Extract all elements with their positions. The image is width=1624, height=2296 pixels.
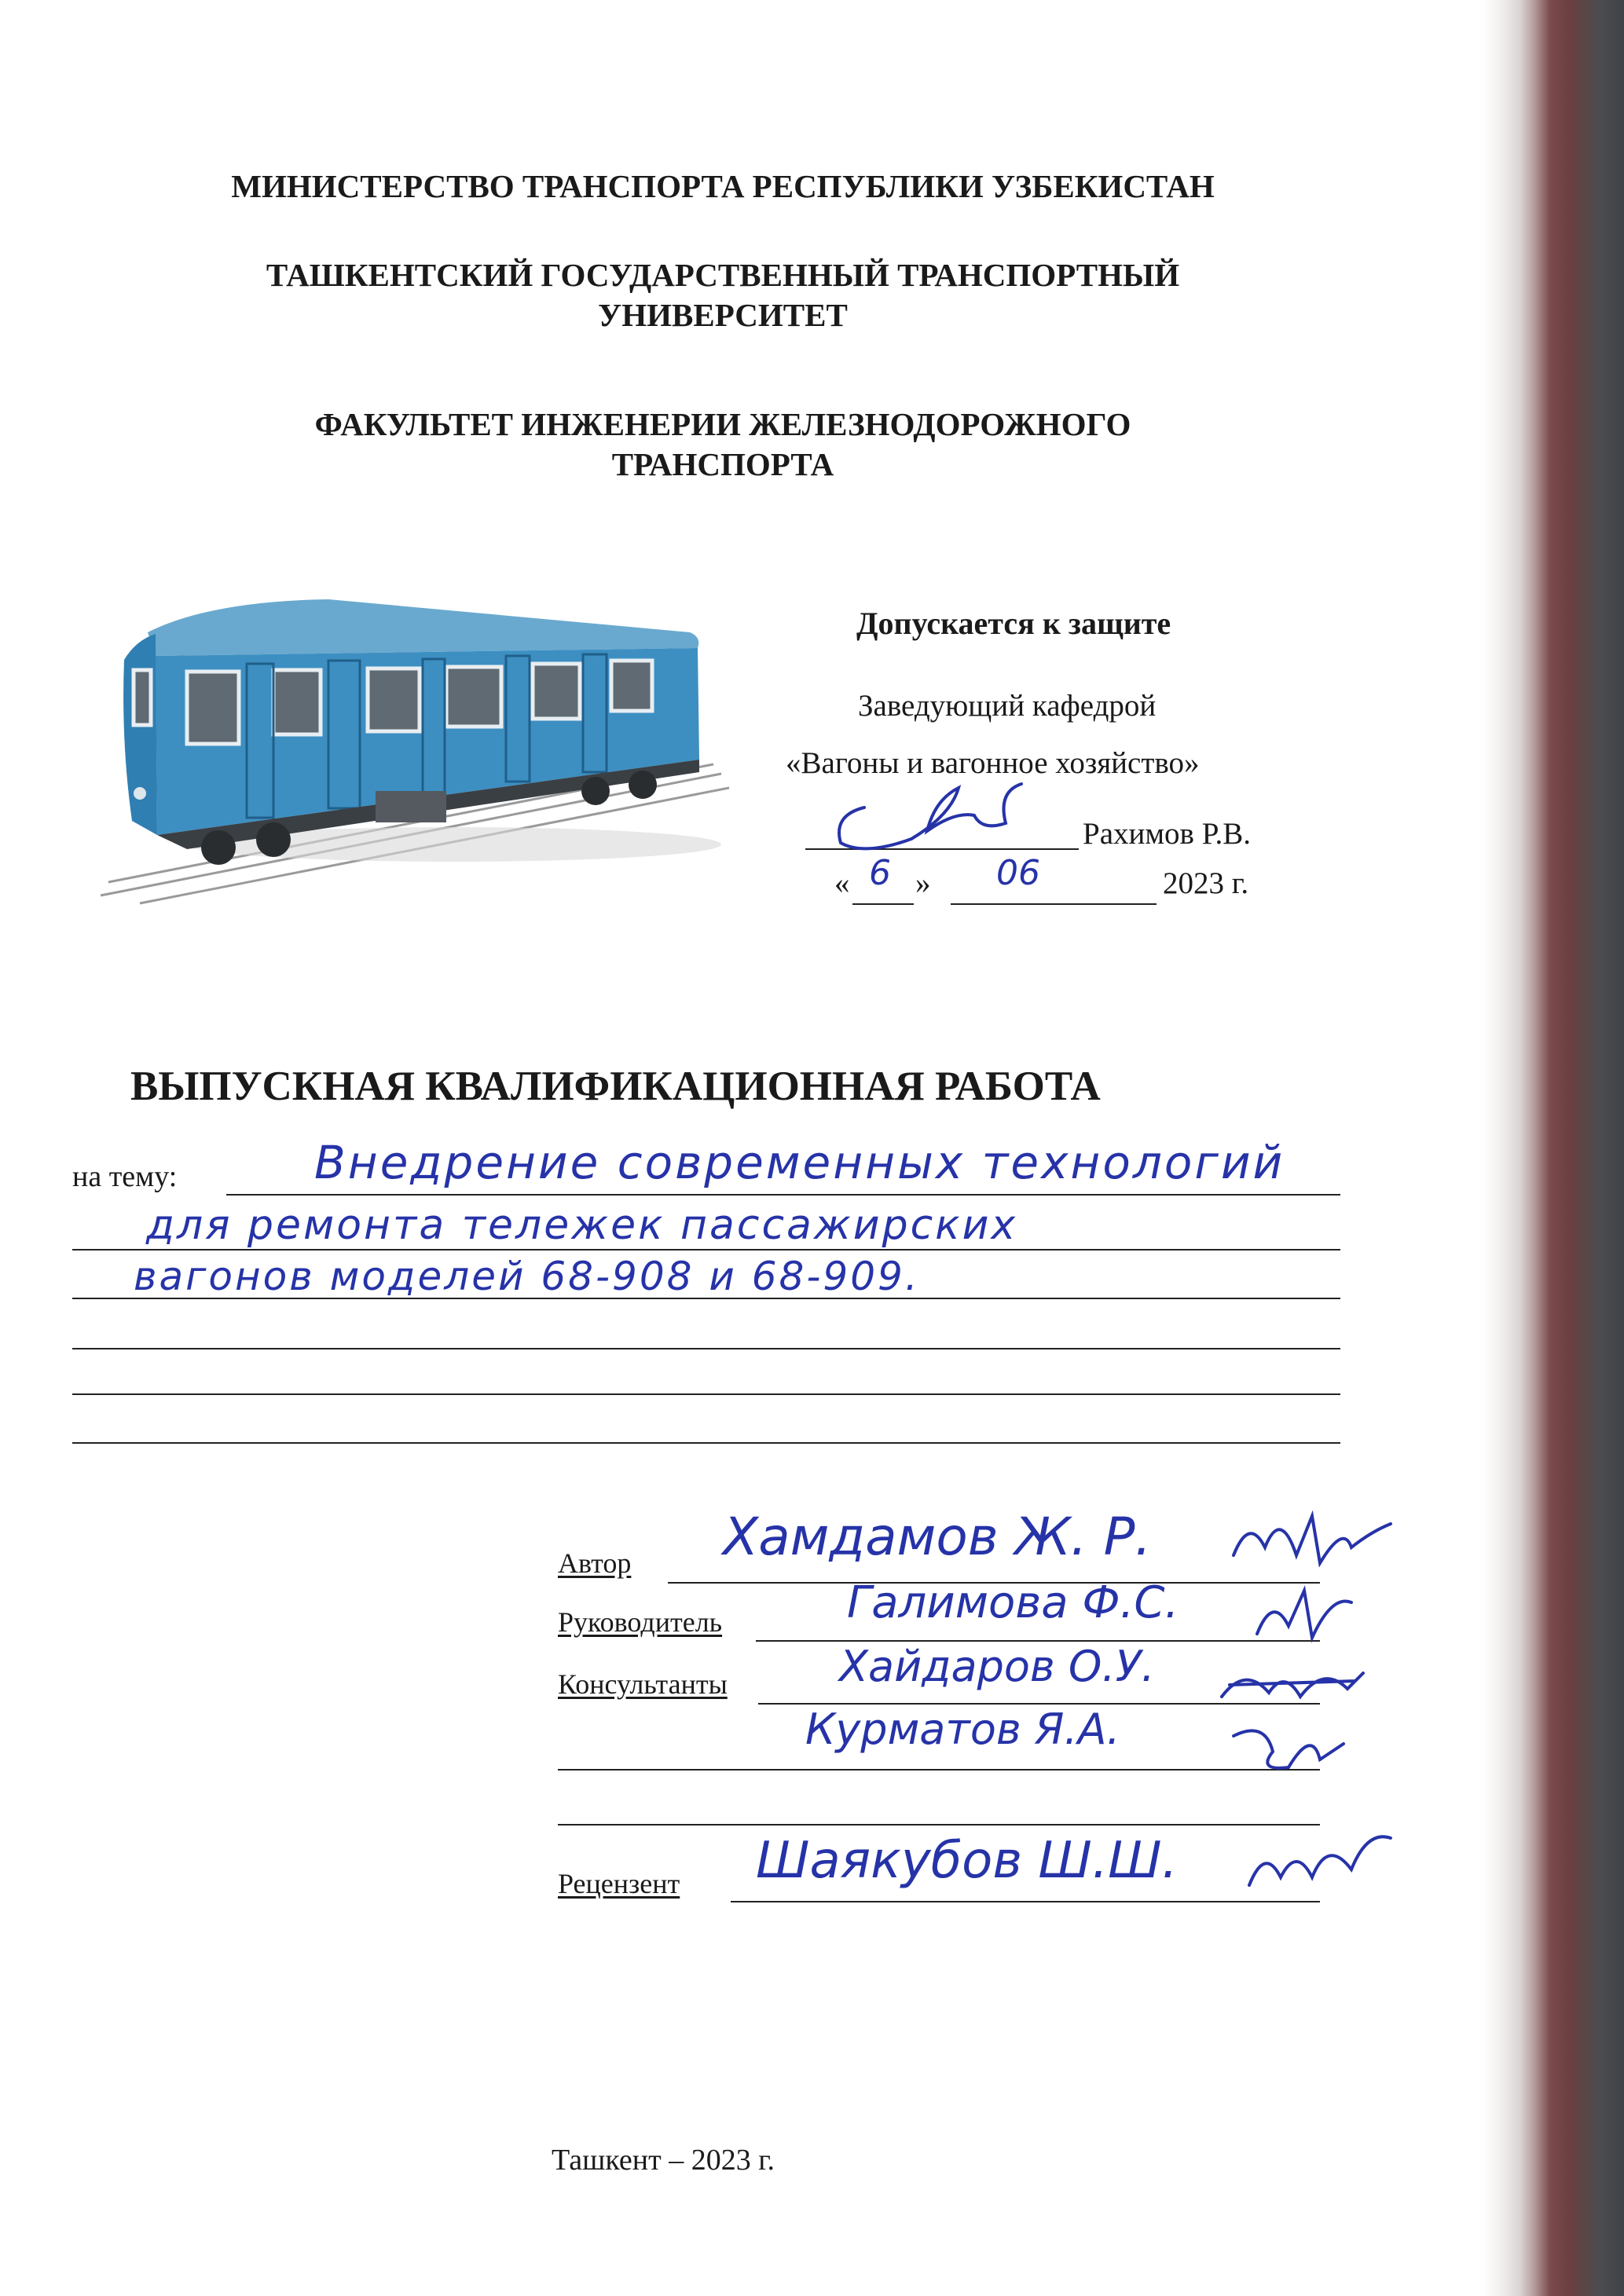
head-name: Рахимов Р.В. bbox=[1083, 817, 1252, 851]
topic-rule-5 bbox=[72, 1393, 1340, 1395]
consultants-label: Консультанты bbox=[558, 1668, 728, 1700]
topic-rule-6 bbox=[72, 1442, 1340, 1444]
reviewer-value: Шаякубов Ш.Ш. bbox=[756, 1832, 1178, 1890]
topic-label: на тему: bbox=[72, 1160, 178, 1193]
author-signature bbox=[1226, 1500, 1399, 1587]
consultant-1-signature bbox=[1214, 1650, 1371, 1720]
footer-city-year: Ташкент – 2023 г. bbox=[552, 2144, 775, 2177]
consultant-1-value: Хайдаров О.У. bbox=[839, 1642, 1155, 1691]
topic-rule-2 bbox=[72, 1249, 1340, 1251]
consultant-2-line bbox=[558, 1769, 1320, 1771]
university-title-line2: УНИВЕРСИТЕТ bbox=[598, 297, 848, 333]
topic-rule-4 bbox=[72, 1348, 1340, 1349]
date-year: 2023 г. bbox=[1163, 866, 1249, 900]
ministry-title: МИНИСТЕРСТВО ТРАНСПОРТА РЕСПУБЛИКИ УЗБЕКИСТАН bbox=[231, 168, 1215, 204]
head-signature bbox=[817, 768, 1053, 862]
reviewer-label: Рецензент bbox=[558, 1868, 680, 1899]
topic-line-2: для ремонта тележек пассажирских bbox=[146, 1202, 1018, 1249]
author-value: Хамдамов Ж. Р. bbox=[723, 1507, 1152, 1567]
date-month: 06 bbox=[996, 853, 1040, 893]
consultant-2-value: Курматов Я.А. bbox=[805, 1705, 1120, 1754]
faculty-title-line2: ТРАНСПОРТА bbox=[611, 446, 834, 482]
blank-line bbox=[558, 1824, 1320, 1825]
author-label: Автор bbox=[558, 1547, 632, 1579]
approval-title: Допускается к защите bbox=[856, 606, 1171, 641]
date-close-quote: » bbox=[915, 866, 931, 900]
consultant-2-signature bbox=[1218, 1712, 1359, 1783]
topic-rule-1 bbox=[226, 1194, 1340, 1196]
date-month-line bbox=[951, 903, 1157, 905]
date-open-quote: « bbox=[834, 866, 850, 900]
reviewer-signature bbox=[1241, 1822, 1399, 1909]
scan-binding-edge bbox=[1483, 0, 1624, 2296]
thesis-heading: ВЫПУСКНАЯ КВАЛИФИКАЦИОННАЯ РАБОТА bbox=[130, 1064, 1101, 1109]
topic-line-3: вагонов моделей 68-908 и 68-909. bbox=[134, 1254, 920, 1299]
university-title-line1: ТАШКЕНТСКИЙ ГОСУДАРСТВЕННЫЙ ТРАНСПОРТНЫЙ bbox=[266, 257, 1180, 293]
date-day-line bbox=[852, 903, 914, 905]
approval-department: «Вагоны и вагонное хозяйство» bbox=[786, 746, 1200, 780]
supervisor-label: Руководитель bbox=[558, 1606, 723, 1638]
approval-position: Заведующий кафедрой bbox=[858, 689, 1157, 723]
metro-wagon-illustration bbox=[93, 585, 737, 907]
supervisor-signature bbox=[1241, 1579, 1359, 1650]
topic-line-1: Внедрение современных технологий bbox=[314, 1136, 1285, 1189]
supervisor-value: Галимова Ф.С. bbox=[847, 1577, 1179, 1628]
faculty-title-line1: ФАКУЛЬТЕТ ИНЖЕНЕРИИ ЖЕЛЕЗНОДОРОЖНОГО bbox=[314, 406, 1131, 442]
reviewer-line bbox=[731, 1901, 1320, 1902]
date-day: 6 bbox=[869, 853, 891, 893]
